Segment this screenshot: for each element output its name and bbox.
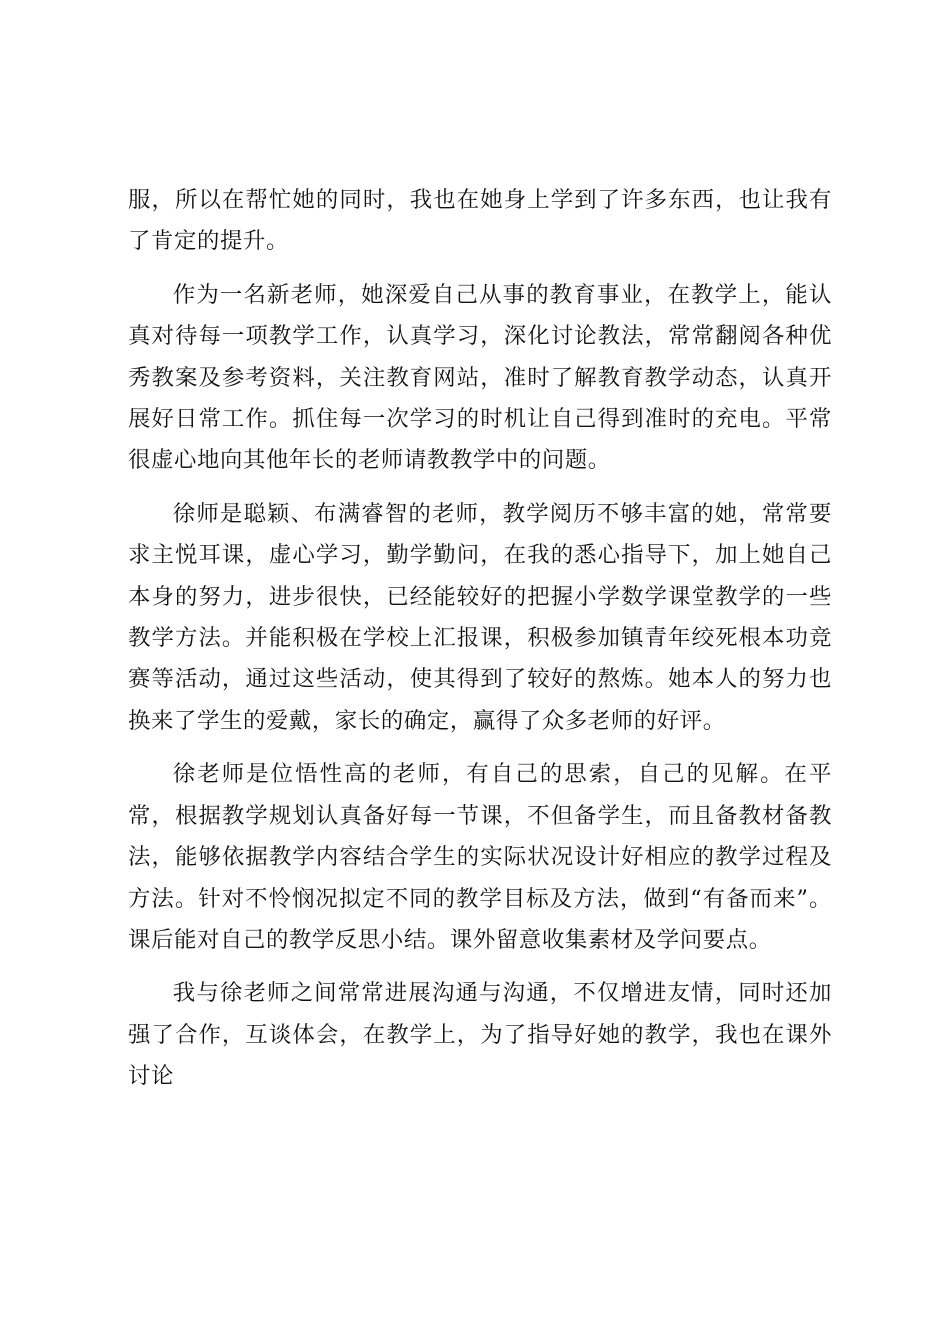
paragraph: 徐老师是位悟性高的老师，有自己的思索，自己的见解。在平常，根据教学规划认真备好每一节课，不但备学生，而且备教材备教法，能够依据教学内容结合学生的实际状况设计好相应的教学过程及方法。针对不怜悯况拟定不同的教学目标及方法，做到“有备而来”。课后能对自己的教学反思小结。课外留意收集素材及学问要点。: [128, 761, 832, 953]
paragraph-continuation: 服，所以在帮忙她的同时，我也在她身上学到了许多东西，也让我有了肯定的提升。: [128, 187, 832, 255]
paragraph: 徐师是聪颖、布满睿智的老师，教学阅历不够丰富的她，常常要求主悦耳课，虚心学习，勤学勤问，在我的悉心指导下，加上她自己本身的努力，进步很快，已经能较好的把握小学数学课堂教学的一些教学方法。并能积极在学校上汇报课，积极参加镇青年绞死根本功竞赛等活动，通过这些活动，使其得到了较好的熬炼。她本人的努力也换来了学生的爱戴，家长的确定，赢得了众多老师的好评。: [128, 500, 832, 734]
paragraph: 我与徐老师之间常常进展沟通与沟通，不仅增进友情，同时还加强了合作，互谈体会，在教学上，为了指导好她的教学，我也在课外讨论: [128, 980, 832, 1090]
document-body: [128, 180, 832, 1098]
paragraph: 作为一名新老师，她深爱自己从事的教育事业，在教学上，能认真对待每一项教学工作，认真学习，深化讨论教法，常常翻阅各种优秀教案及参考资料，关注教育网站，准时了解教育教学动态，认真开展好日常工作。抓住每一次学习的时机让自己得到准时的充电。平常很虚心地向其他年长的老师请教教学中的问题。: [128, 281, 832, 474]
